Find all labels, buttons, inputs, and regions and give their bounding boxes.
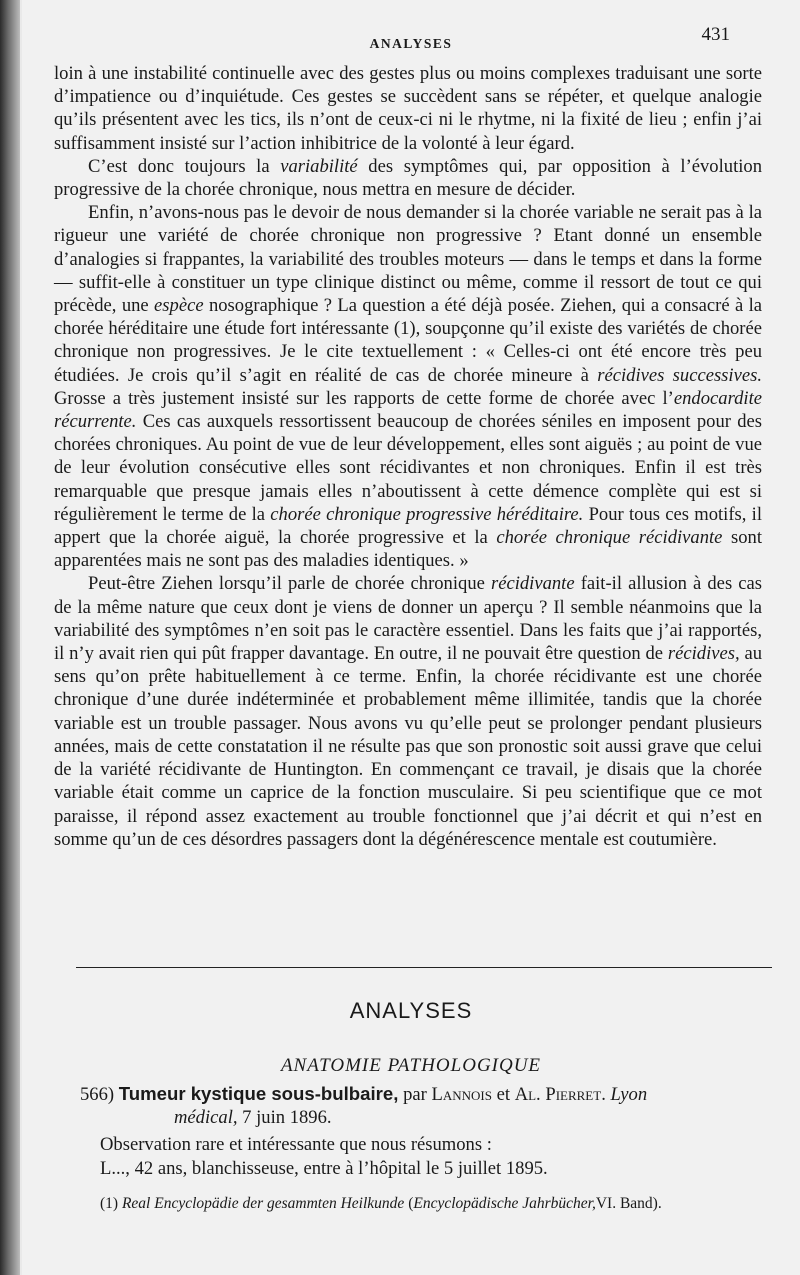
subsection-title: ANATOMIE PATHOLOGIQUE — [280, 1055, 542, 1076]
entry-date: 7 juin 1896. — [242, 1107, 332, 1128]
footnote-marker: (1) — [100, 1195, 119, 1212]
paragraph-1: loin à une instabilité continuelle avec des gestes plus ou moins complexes traduisant une sorte d’impatience ou d’inquiétude. Ces gestes se succèdent sans se répéter, et quelque analogie qu’ils présentent avec les tics, ils n’ont de ceux-ci ni le rhytme, ni la fixité de lieu ; enfin j’ai suffisamment insisté sur l’action inhibitrice de la volonté à leur égard. — [54, 63, 762, 154]
entry-number: 566) — [80, 1084, 115, 1105]
entry-journal: médical, — [174, 1107, 238, 1128]
paragraph-2: C’est donc toujours la variabilité des symptômes qui, par opposition à l’évolution progressive de la chorée chronique, nous mettra en mesure de décider. — [54, 155, 762, 201]
book-spine-shadow — [0, 0, 20, 1275]
section-divider — [76, 967, 772, 968]
running-head: ANALYSES — [369, 36, 453, 51]
page-number: 431 — [701, 24, 730, 45]
paragraph-3: Enfin, n’avons-nous pas le devoir de nous demander si la chorée variable ne serait pas à la rigueur une variété de chorée chronique non progressive ? Etant donné un ensemble d’analogies si frappantes, la variabilité des troubles moteurs — dans le temps et dans la forme — suffit-elle à constituer un type clinique distinct ou même, comme il ressort de tout ce qui précède, une espèce nosographique ? La question a été déjà posée. Ziehen, qui a consacré à la chorée héréditaire une étude fort intéressante (1), soupçonne qu’il existe des variétés de chorée chronique non progressives. Je le cite textuellement : « Celles-ci ont été encore très peu étudiées. Je crois qu’il s’agit en réalité de cas de chorée mineure à récidives successives. Grosse a très justement insisté sur les rapports de cette forme de chorée avec l’endocardite récurrente. Ces cas auxquels ressortissent beaucoup de chorées séniles en imposent pour des chorées chroniques. Au point de vue de leur développement, elles sont aiguës ; au point de vue de leur évolution consécutive elles sont récidivantes et non chroniques. Enfin il est très remarquable que presque jamais elles n’aboutissent à cette démence complète qui est si régulièrement le terme de la chorée chronique progressive héréditaire. Pour tous ces motifs, il appert que la chorée aiguë, la chorée progressive et la chorée chronique récidivante sont apparentées mais ne sont pas des maladies identiques. » — [54, 202, 763, 572]
page — [22, 0, 800, 1275]
article-body — [54, 62, 762, 851]
entry-author: Lannois — [431, 1084, 492, 1105]
entry-journal: Lyon — [610, 1084, 648, 1105]
entry-title: Tumeur kystique sous-bulbaire, — [118, 1083, 399, 1104]
footnote: (1) Real Encyclopädie der gesammten Heilkunde (Encyclopädische Jahrbücher,VI. Band). — [100, 1195, 662, 1212]
analysis-entry-header: 566) Tumeur kystique sous-bulbaire, par Lannois et Al. Pierret. Lyon médical, 7 juin 1896. — [80, 1083, 648, 1128]
paragraph-4: Peut-être Ziehen lorsqu’il parle de chorée chronique récidivante fait-il allusion à des cas de la même nature que ceux dont je viens de donner un aperçu ? Il semble néanmoins que la variabilité des symptômes n’en soit pas le caractère essentiel. Dans les faits que j’ai rapportés, il n’y avait rien qui pût frapper davantage. En outre, il ne pouvait être question de récidives, au sens qu’on prête habituellement à ce terme. Enfin, la chorée récidivante est une chorée chronique d’une durée indéterminée et probablement même illimitée, tandis que la chorée variable est un trouble passager. Nous avons vu qu’elle peut se prolonger pendant plusieurs années, mais de cette constatation il ne résulte pas que son pronostic soit aussi grave que celui de la variété récidivante de Huntington. En commençant ce travail, je disais que la chorée variable était comme un caprice de la fonction musculaire. Si peu scientifique que ce mot paraisse, il répond assez exactement au trouble fonctionnel que j’ai décrit et qui n’est en somme qu’un de ces désordres passagers dont la dégénérescence mentale est coutumière. — [54, 573, 763, 850]
entry-author: Al. Pierret. — [514, 1084, 606, 1105]
analysis-entry-body: Observation rare et intéressante que nous résumons : L..., 42 ans, blanchisseuse, entre à l’hôpital le 5 juillet 1895. — [100, 1134, 548, 1179]
section-title: ANALYSES — [349, 998, 473, 1023]
